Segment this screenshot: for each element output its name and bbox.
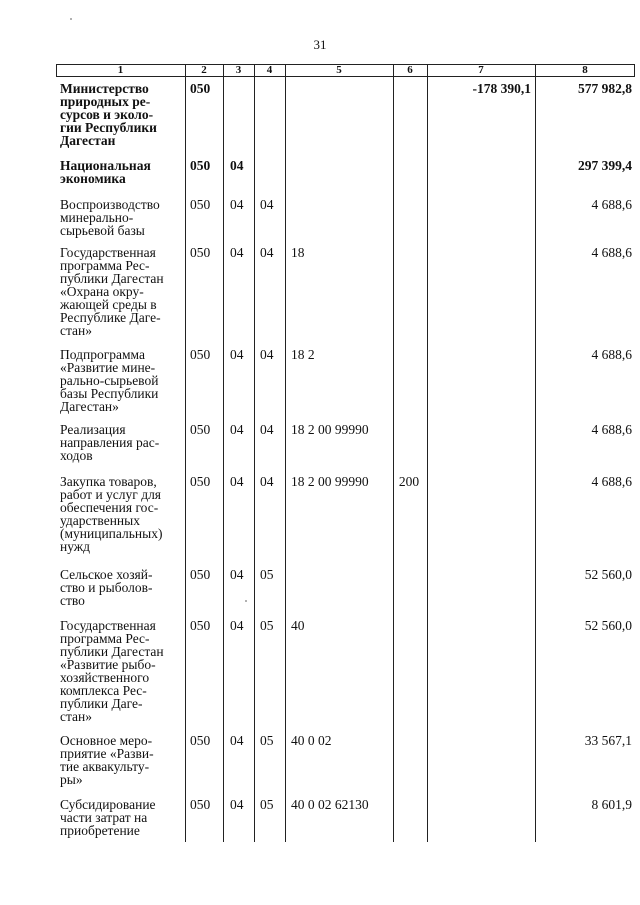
cell-section: 04 — [230, 347, 244, 362]
cell-target-item: 18 — [291, 245, 305, 260]
cell-ministry-code: 050 — [190, 567, 211, 582]
row-name: Реализация направления рас- ходов — [60, 422, 160, 463]
cell-change-amount: -178 390,1 — [472, 81, 531, 96]
cell-target-item: 40 — [291, 618, 305, 633]
cell-section: 04 — [230, 158, 244, 173]
cell-total-amount: 8 601,9 — [591, 797, 632, 812]
cell-section: 04 — [230, 733, 244, 748]
cell-total-amount: 4 688,6 — [591, 197, 632, 212]
col-border — [185, 64, 186, 842]
col-header-8: 8 — [582, 64, 588, 76]
cell-ministry-code: 050 — [190, 422, 211, 437]
col-header-5: 5 — [336, 64, 342, 76]
row-name: Сельское хозяй- ство и рыболов- ство — [60, 567, 153, 608]
col-header-2: 2 — [201, 64, 207, 76]
col-border — [285, 64, 286, 842]
col-border — [393, 64, 394, 842]
scan-speck — [70, 18, 72, 20]
col-border — [427, 64, 428, 842]
cell-subsection: 04 — [260, 245, 274, 260]
cell-total-amount: 52 560,0 — [584, 567, 632, 582]
cell-section: 04 — [230, 197, 244, 212]
cell-target-item: 40 0 02 62130 — [291, 797, 369, 812]
cell-section: 04 — [230, 422, 244, 437]
cell-subsection: 05 — [260, 797, 274, 812]
table-header — [56, 64, 635, 76]
row-name: Воспроизводство минерально- сырьевой базы — [60, 197, 160, 238]
cell-total-amount: 297 399,4 — [578, 158, 632, 173]
col-header-4: 4 — [266, 64, 273, 76]
cell-section: 04 — [230, 618, 244, 633]
col-header-3: 3 — [235, 64, 242, 76]
cell-subsection: 04 — [260, 422, 274, 437]
row-name: Подпрограмма «Развитие мине- рально-сырьевой базы Республики Дагестан» — [60, 347, 159, 414]
cell-total-amount: 4 688,6 — [591, 474, 632, 489]
cell-target-item: 40 0 02 — [291, 733, 332, 748]
scan-speck — [245, 600, 247, 602]
cell-subsection: 05 — [260, 618, 274, 633]
row-name: Основное меро- приятие «Разви- тие аквакульту- ры» — [60, 733, 154, 787]
cell-target-item: 18 2 00 99990 — [291, 422, 369, 437]
col-header-7: 7 — [478, 64, 484, 76]
cell-ministry-code: 050 — [190, 245, 211, 260]
cell-ministry-code: 050 — [190, 474, 211, 489]
cell-ministry-code: 050 — [190, 618, 211, 633]
col-border — [254, 64, 255, 842]
cell-subsection: 05 — [260, 733, 274, 748]
row-name: Государственная программа Рес- публики Дагестан «Развитие рыбо- хозяйственного комплекса Рес- публики Даге- стан» — [60, 618, 164, 724]
cell-target-item: 18 2 00 99990 — [291, 474, 369, 489]
row-name: Национальная экономика — [60, 158, 151, 186]
cell-section: 04 — [230, 245, 244, 260]
col-border — [223, 64, 224, 842]
cell-ministry-code: 050 — [190, 797, 211, 812]
cell-expense-type: 200 — [398, 474, 420, 489]
cell-ministry-code: 050 — [190, 81, 211, 96]
header-bottom-rule — [56, 76, 635, 77]
cell-subsection: 04 — [260, 197, 274, 212]
col-border — [535, 64, 536, 842]
cell-total-amount: 4 688,6 — [591, 422, 632, 437]
row-name: Субсидирование части затрат на приобретение — [60, 797, 156, 838]
cell-ministry-code: 050 — [190, 197, 211, 212]
cell-subsection: 04 — [260, 347, 274, 362]
cell-section: 04 — [230, 797, 244, 812]
page-number: 31 — [313, 37, 327, 52]
cell-subsection: 05 — [260, 567, 274, 582]
cell-target-item: 18 2 — [291, 347, 315, 362]
cell-section: 04 — [230, 474, 244, 489]
cell-total-amount: 33 567,1 — [584, 733, 632, 748]
cell-total-amount: 52 560,0 — [584, 618, 632, 633]
cell-section: 04 — [230, 567, 244, 582]
col-header-6: 6 — [407, 64, 413, 76]
cell-ministry-code: 050 — [190, 733, 211, 748]
row-name: Министерство природных ре- сурсов и эколо- гии Республики Дагестан — [60, 81, 157, 148]
col-header-1: 1 — [117, 64, 124, 76]
cell-subsection: 04 — [260, 474, 274, 489]
row-name: Государственная программа Рес- публики Дагестан «Охрана окру- жающей среды в Республике Даге- стан» — [60, 245, 164, 338]
cell-total-amount: 577 982,8 — [578, 81, 632, 96]
cell-total-amount: 4 688,6 — [591, 245, 632, 260]
cell-ministry-code: 050 — [190, 158, 211, 173]
cell-total-amount: 4 688,6 — [591, 347, 632, 362]
row-name: Закупка товаров, работ и услуг для обеспечения гос- ударственных (муниципальных) нужд — [60, 474, 163, 554]
cell-ministry-code: 050 — [190, 347, 211, 362]
